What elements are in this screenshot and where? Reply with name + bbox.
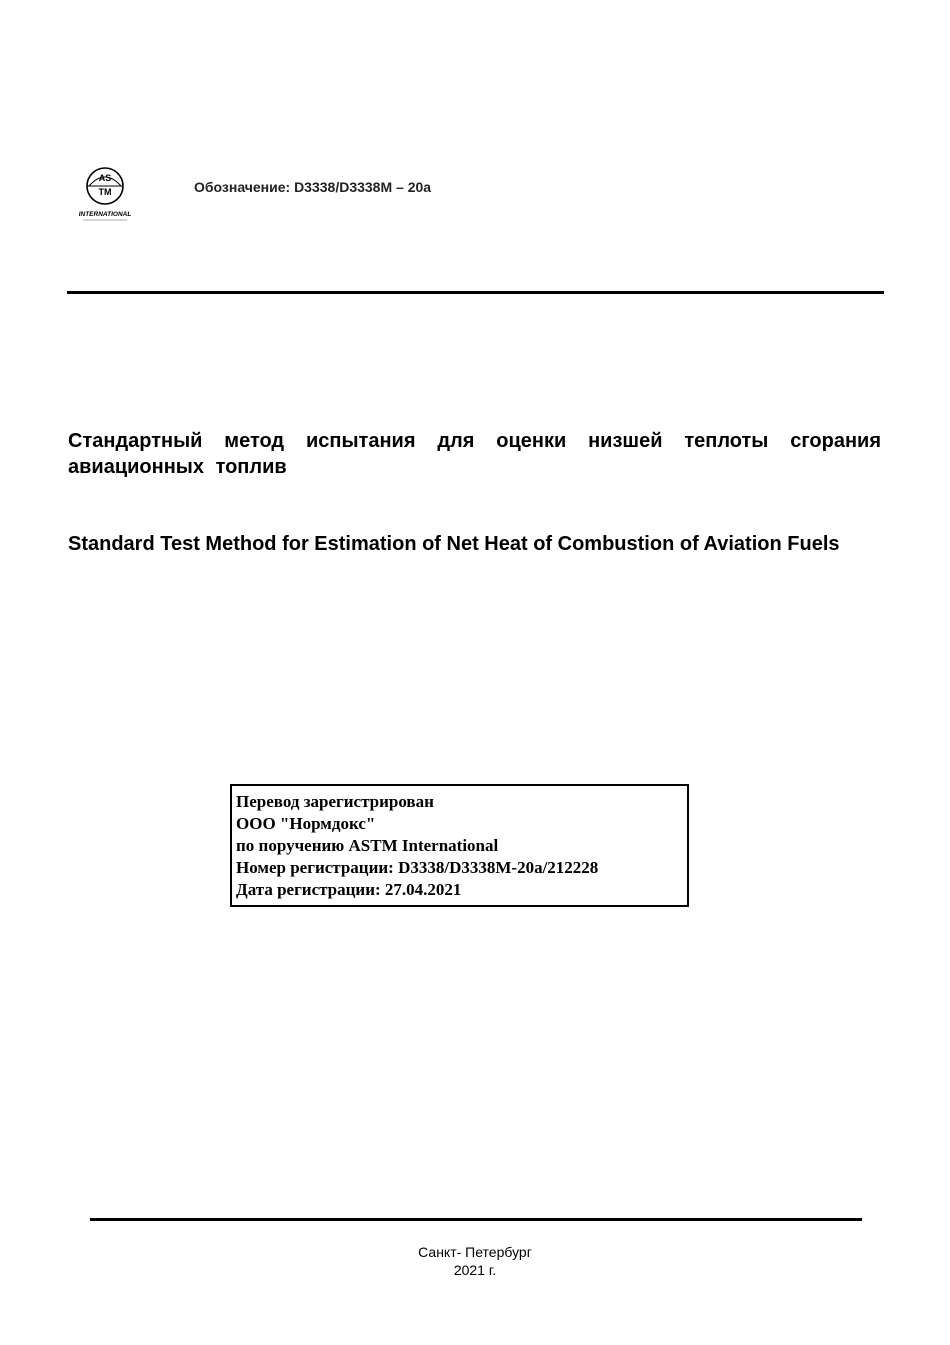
footer-divider [90, 1218, 862, 1221]
svg-text:INTERNATIONAL: INTERNATIONAL [79, 211, 131, 218]
stamp-line: Номер регистрации: D3338/D3338M-20a/212228 [236, 858, 599, 877]
astm-logo-icon [79, 164, 131, 222]
title-russian: Стандартный метод испытания для оценки низшей теплоты сгорания авиационных топлив [68, 430, 881, 478]
astm-logo [79, 164, 131, 222]
designation-label: Обозначение: D3338/D3338M – 20a [194, 179, 432, 195]
footer-city: Санкт- Петербург [418, 1244, 532, 1260]
footer-year: 2021 г. [453, 1262, 497, 1278]
stamp-line: ООО "Нормдокс" [236, 814, 376, 833]
registration-stamp [230, 784, 689, 907]
svg-text:AS: AS [98, 173, 112, 183]
svg-text:TM: TM [98, 187, 112, 197]
stamp-line: Перевод зарегистрирован [236, 792, 434, 811]
header-divider [67, 291, 884, 294]
stamp-line: по поручению ASTM International [236, 836, 499, 855]
stamp-line: Дата регистрации: 27.04.2021 [236, 880, 462, 899]
title-english: Standard Test Method for Estimation of Net Heat of Combustion of Aviation Fuels [68, 533, 840, 555]
